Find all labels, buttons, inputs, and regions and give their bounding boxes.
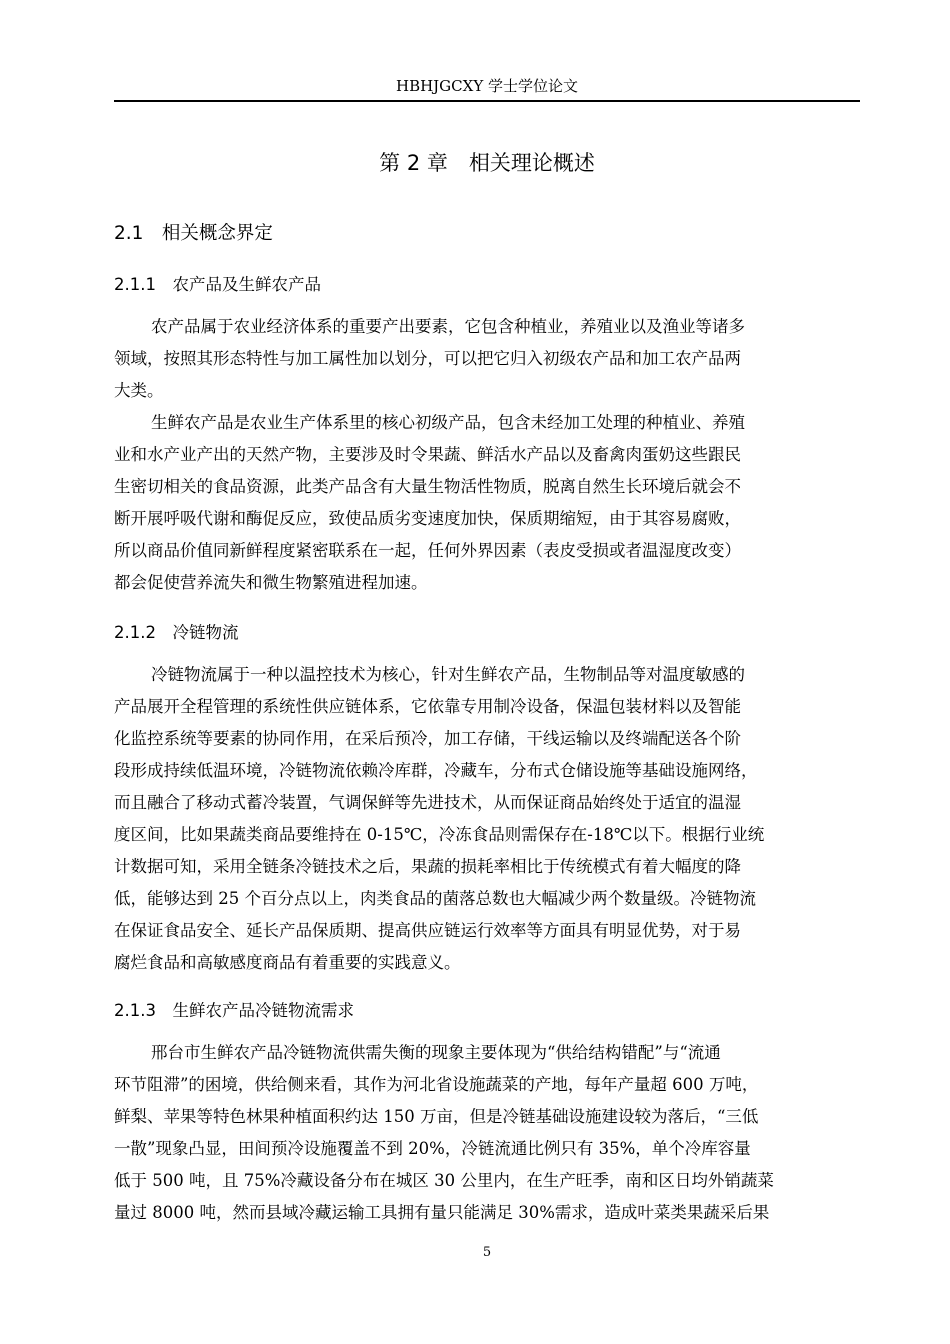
paragraph-line: 低，能够达到 25 个百分点以上，肉类食品的菌落总数也大幅减少两个数量级。冷链物流 [114, 889, 756, 908]
section-heading-2-1-1: 2.1.1 农产品及生鲜农产品 [114, 275, 321, 294]
paragraph-cold-chain-demand [114, 1037, 860, 1229]
paragraph-agricultural-products [114, 311, 860, 407]
section-heading-2-1-3: 2.1.3 生鲜农产品冷链物流需求 [114, 1001, 354, 1020]
paragraph-line: 领域，按照其形态特性与加工属性加以划分，可以把它归入初级农产品和加工农产品两 [114, 349, 741, 368]
paragraph-line: 低于 500 吨，且 75%冷藏设备分布在城区 30 公里内，在生产旺季，南和区日均外销蔬菜 [114, 1171, 774, 1190]
paragraph-line: 大类。 [114, 381, 164, 400]
header-rule [114, 100, 860, 102]
paragraph-line: 所以商品价值同新鲜程度紧密联系在一起，任何外界因素（表皮受损或者温湿度改变） [114, 541, 741, 560]
paragraph-line: 农产品属于农业经济体系的重要产出要素，它包含种植业，养殖业以及渔业等诸多 [151, 317, 745, 336]
paragraph-line: 化监控系统等要素的协同作用，在采后预冷，加工存储，干线运输以及终端配送各个阶 [114, 729, 741, 748]
paragraph-line: 在保证食品安全、延长产品保质期、提高供应链运行效率等方面具有明显优势，对于易 [114, 921, 741, 940]
paragraph-line: 计数据可知，采用全链条冷链技术之后，果蔬的损耗率相比于传统模式有着大幅度的降 [114, 857, 741, 876]
paragraph-line: 鲜梨、苹果等特色林果种植面积约达 150 万亩，但是冷链基础设施建设较为落后，“三低 [114, 1107, 759, 1126]
paragraph-line: 度区间，比如果蔬类商品要维持在 0-15℃，冷冻食品则需保存在-18℃以下。根据行业统 [114, 825, 765, 844]
paragraph-line: 量过 8000 吨，然而县域冷藏运输工具拥有量只能满足 30%需求，造成叶菜类果蔬采后果 [114, 1203, 770, 1222]
paragraph-line: 业和水产业产出的天然产物，主要涉及时令果蔬、鲜活水产品以及畜禽肉蛋奶这些跟民 [114, 445, 741, 464]
paragraph-line: 生密切相关的食品资源，此类产品含有大量生物活性物质，脱离自然生长环境后就会不 [114, 477, 741, 496]
paragraph-line: 一散”现象凸显，田间预冷设施覆盖不到 20%，冷链流通比例只有 35%，单个冷库容量 [114, 1139, 751, 1158]
paragraph-cold-chain-logistics [114, 659, 860, 979]
paragraph-line: 冷链物流属于一种以温控技术为核心，针对生鲜农产品，生物制品等对温度敏感的 [151, 665, 745, 684]
paragraph-line: 而且融合了移动式蓄冷装置，气调保鲜等先进技术，从而保证商品始终处于适宜的温湿 [114, 793, 741, 812]
paragraph-line: 生鲜农产品是农业生产体系里的核心初级产品，包含未经加工处理的种植业、养殖 [151, 413, 745, 432]
paragraph-line: 段形成持续低温环境，冷链物流依赖冷库群，冷藏车，分布式仓储设施等基础设施网络， [114, 761, 758, 780]
section-heading-2-1: 2.1 相关概念界定 [114, 223, 273, 244]
page-number: 5 [482, 1245, 492, 1260]
running-header: HBHJGCXY 学士学位论文 [395, 77, 578, 95]
paragraph-line: 产品展开全程管理的系统性供应链体系，它依靠专用制冷设备，保温包装材料以及智能 [114, 697, 741, 716]
paragraph-line: 都会促使营养流失和微生物繁殖进程加速。 [114, 573, 428, 592]
paragraph-line: 腐烂食品和高敏感度商品有着重要的实践意义。 [114, 953, 461, 972]
paragraph-line: 邢台市生鲜农产品冷链物流供需失衡的现象主要体现为“供给结构错配”与“流通 [151, 1043, 721, 1062]
paragraph-line: 断开展呼吸代谢和酶促反应，致使品质劣变速度加快，保质期缩短，由于其容易腐败， [114, 509, 741, 528]
section-heading-2-1-2: 2.1.2 冷链物流 [114, 623, 239, 642]
paragraph-fresh-agricultural-products [114, 407, 860, 599]
paragraph-line: 环节阻滞”的困境，供给侧来看，其作为河北省设施蔬菜的产地，每年产量超 600 万吨， [114, 1075, 759, 1094]
chapter-title: 第 2 章 相关理论概述 [379, 151, 595, 175]
